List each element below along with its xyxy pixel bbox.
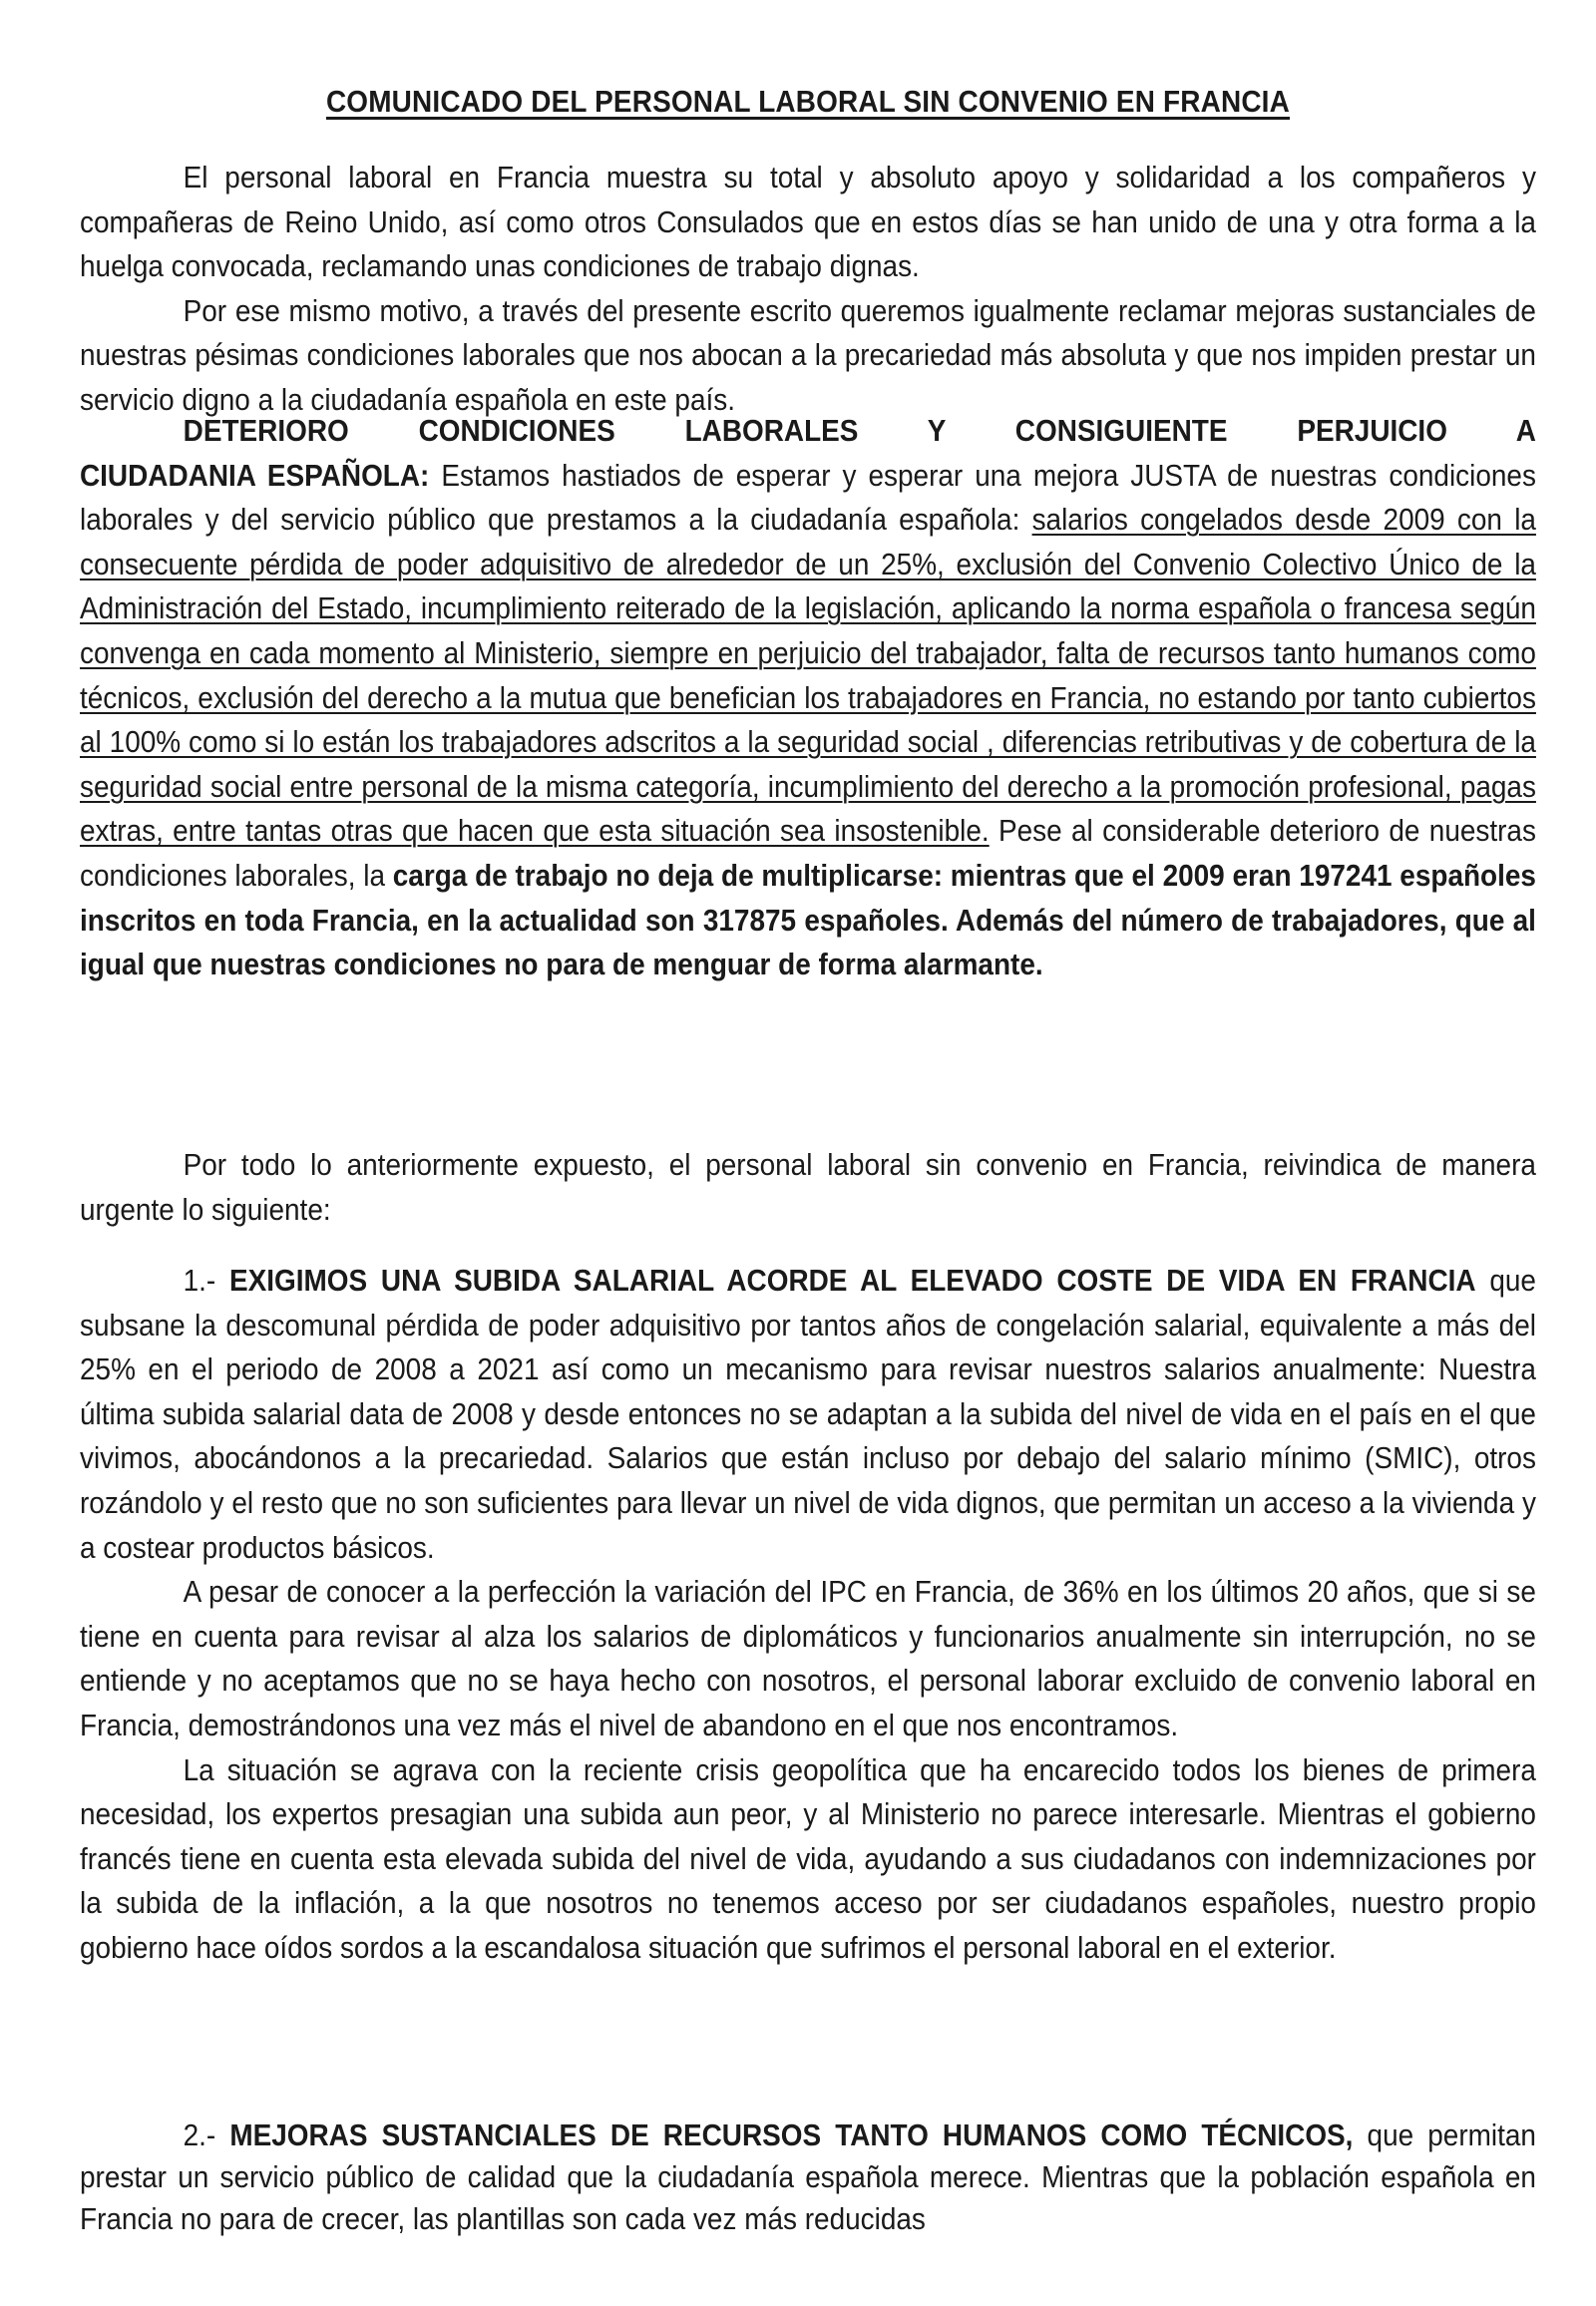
lead-in-section [80, 1143, 1536, 1232]
deterioro-bold-workload: carga de trabajo no deja de multiplicarse: mientras que el 2009 eran 197241 españoles inscritos en toda Francia, en la actualidad son 317875 españoles. Además del número de trabajadores, que al igual que nuestras condiciones no para de menguar de forma alarmante. [80, 857, 1536, 982]
demand-2-section [80, 2114, 1536, 2240]
demand-2-number: 2.- [183, 2117, 230, 2152]
intro-section [80, 156, 1536, 423]
deterioro-intro-text: Estamos hastiados de esperar y esperar una mejora JUSTA de nuestras condiciones laborales y del servicio público que prestamos a la ciudadanía española: [80, 457, 1536, 538]
demand-2-text: que permitan prestar un servicio público de calidad que la ciudadanía española merece. Mientras que la población española en Francia no para de crecer, las plantillas son cada vez más reducidas [80, 2117, 1536, 2236]
intro-paragraph-1: El personal laboral en Francia muestra su total y absoluto apoyo y solidaridad a los compañeros y compañeras de Reino Unido, así como otros Consulados que en estos días se han unido de una y otra forma a la huelga convocada, reclamando unas condiciones de trabajo dignas. [80, 160, 1536, 284]
document-title: COMUNICADO DEL PERSONAL LABORAL SIN CONVENIO EN FRANCIA [325, 84, 1290, 119]
demand-1-paragraph [80, 1259, 1536, 1570]
intro-paragraph-2: Por ese mismo motivo, a través del presente escrito queremos igualmente reclamar mejoras sustanciales de nuestras pésimas condiciones laborales que nos abocan a la precariedad más absoluta y que nos impiden prestar un servicio digno a la ciudadanía española en este país. [80, 292, 1536, 417]
demand-2-heading: MEJORAS SUSTANCIALES DE RECURSOS TANTO HUMANOS COMO TÉCNICOS, [229, 2117, 1354, 2152]
deterioro-paragraph [80, 454, 1536, 987]
demand-1-heading: EXIGIMOS UNA SUBIDA SALARIAL ACORDE AL ELEVADO COSTE DE VIDA EN FRANCIA [228, 1263, 1476, 1298]
deterioro-heading-line-1: DETERIORO CONDICIONES LABORALES Y CONSIGUIENTE PERJUICIO A [183, 413, 1536, 448]
deterioro-underlined-grievances: salarios congelados desde 2009 con la consecuente pérdida de poder adquisitivo de alrededor de un 25%, exclusión del Convenio Colectivo Único de la Administración del Estado, incumplimiento reiterado de la legislación, aplicando la norma española o francesa según convenga en cada momento al Ministerio, siempre en perjuicio del trabajador, falta de recursos tanto humanos como técnicos, exclusión del derecho a la mutua que benefician los trabajadores en Francia, no estando por tanto cubiertos al 100% como si lo están los trabajadores adscritos a la seguridad social , diferencias retributivas y de cobertura de la seguridad social entre personal de la misma categoría, incumplimiento del derecho a la promoción profesional, pagas extras, entre tantas otras que hacen que esta situación sea insostenible. [80, 502, 1536, 849]
demand-1-paragraph-2: A pesar de conocer a la perfección la variación del IPC en Francia, de 36% en los últimos 20 años, que si se tiene en cuenta para revisar al alza los salarios de diplomáticos y funcionarios anualmente sin interrupción, no se entiende y no aceptamos que no se haya hecho con nosotros, el personal laborar excluido de convenio laboral en Francia, demostrándonos una vez más el nivel de abandono en el que nos encontramos. [80, 1574, 1536, 1742]
lead-in-paragraph: Por todo lo anteriormente expuesto, el personal laboral sin convenio en Francia, reivindica de manera urgente lo siguiente: [80, 1147, 1536, 1227]
demand-1-section [80, 1259, 1536, 1971]
deterioro-after-text: Pese al considerable deterioro de nuestras condiciones laborales, la [80, 813, 1536, 893]
demand-2-paragraph [80, 2114, 1536, 2240]
deterioro-heading-line-2: CIUDADANIA ESPAÑOLA: [80, 457, 430, 493]
deterioro-section [80, 409, 1536, 987]
demand-1-paragraph-3: La situación se agrava con la reciente crisis geopolítica que ha encarecido todos los bienes de primera necesidad, los expertos presagian una subida aun peor, y al Ministerio no parece interesarle. Mientras el gobierno francés tiene en cuenta esta elevada subida del nivel de vida, ayudando a sus ciudadanos con indemnizaciones por la subida de la inflación, a la que nosotros no tenemos acceso por ser ciudadanos españoles, nuestro propio gobierno hace oídos sordos a la escandalosa situación que sufrimos el personal laboral en el exterior. [80, 1751, 1536, 1965]
demand-1-text: que subsane la descomunal pérdida de poder adquisitivo por tantos años de congelación salarial, equivalente a más del 25% en el periodo de 2008 a 2021 así como un mecanismo para revisar nuestros salarios anualmente: Nuestra última subida salarial data de 2008 y desde entonces no se adaptan a la subida del nivel de vida en el país en el que vivimos, abocándonos a la precariedad. Salarios que están incluso por debajo del salario mínimo (SMIC), otros rozándolo y el resto que no son suficientes para llevar un nivel de vida dignos, que permitan un acceso a la vivienda y a costear productos básicos. [80, 1263, 1536, 1565]
demand-1-number: 1.- [183, 1263, 229, 1298]
